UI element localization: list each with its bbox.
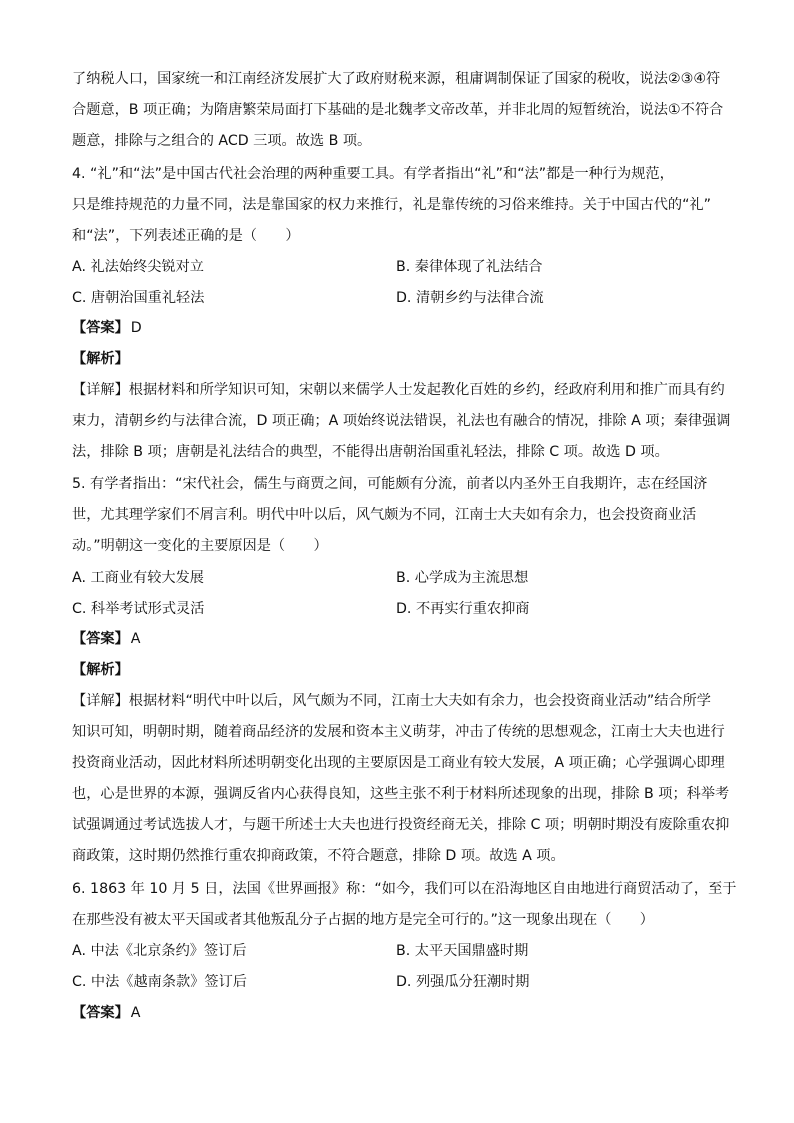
question-6-stem: 在那些没有被太平天国或者其他叛乱分子占据的地方是完全可行的。”这一现象出现在（ ） xyxy=(72,912,654,928)
q4-explanation: 【详解】根据材料和所学知识可知，宋朝以来儒学人士发起教化百姓的乡约，经政府利用和推广而具有约 xyxy=(72,382,725,398)
q6-option-b: B. 太平天国鼎盛时期 xyxy=(396,943,529,959)
q6-option-c: C. 中法《越南条款》签订后 xyxy=(72,974,247,990)
q5-answer xyxy=(72,629,732,649)
q6-option-d: D. 列强瓜分狂潮时期 xyxy=(396,974,530,990)
q5-explanation: 商政策，这时期仍然推行重农抑商政策，不符合题意，排除 D 项。故选 A 项。 xyxy=(72,848,565,864)
q5-explanation: 试强调通过考试选拔人才，与题干所述士大夫也进行投资经商无关，排除 C 项；明朝时期没有废除重农抑 xyxy=(72,817,730,833)
analysis-tag: 【解析】 xyxy=(72,351,129,367)
q4-analysis-tag xyxy=(72,349,732,369)
q5-option-c: C. 科举考试形式灵活 xyxy=(72,601,205,617)
q4-explanation: 束力，清朝乡约与法律合流，D 项正确；A 项始终说法错误，礼法也有融合的情况，排除 A 项；秦律强调 xyxy=(72,413,731,429)
answer-value: A xyxy=(130,631,141,647)
question-4-stem: 和“法”，下列表述正确的是（ ） xyxy=(72,228,300,244)
q5-analysis-tag xyxy=(72,660,732,680)
question-5-stem: 5. 有学者指出：“宋代社会，儒生与商贾之间，可能颇有分流，前者以内圣外王自我期许，志在经国济 xyxy=(72,476,708,492)
q4-answer xyxy=(72,318,732,338)
q4-option-c: C. 唐朝治国重礼轻法 xyxy=(72,290,205,306)
question-6-stem: 6. 1863 年 10 月 5 日，法国《世界画报》称：“如今，我们可以在沿海地区自由地进行商贸活动了，至于 xyxy=(72,881,737,897)
analysis-tag: 【解析】 xyxy=(72,662,129,678)
answer-tag: 【答案】 xyxy=(72,631,129,647)
q5-explanation: 也，心是世界的本源，强调反省内心获得良知，这些主张不利于材料所述现象的出现，排除 B 项；科举考 xyxy=(72,786,730,802)
answer-tag: 【答案】 xyxy=(72,320,129,336)
question-4-stem: 只是维持规范的力量不同，法是靠国家的权力来推行，礼是靠传统的习俗来维持。关于中国古代的“礼” xyxy=(72,197,711,213)
q4-option-b: B. 秦律体现了礼法结合 xyxy=(396,259,543,275)
question-4-stem: 4. “礼”和“法”是中国古代社会治理的两种重要工具。有学者指出“礼”和“法”都是一种行为规范， xyxy=(72,166,674,182)
text-line: 了纳税人口，国家统一和江南经济发展扩大了政府财税来源，租庸调制保证了国家的税收，说法②③④符 xyxy=(72,71,721,87)
q4-option-a: A. 礼法始终尖锐对立 xyxy=(72,259,204,275)
text-line: 题意，排除与之组合的 ACD 三项。故选 B 项。 xyxy=(72,133,372,149)
question-5-stem: 世，尤其理学家们不屑言利。明代中叶以后，风气颇为不同，江南士大夫如有余力，也会投资商业活 xyxy=(72,507,697,523)
q4-option-d: D. 清朝乡约与法律合流 xyxy=(396,290,544,306)
q6-answer xyxy=(72,1003,732,1023)
q6-option-a: A. 中法《北京条约》签订后 xyxy=(72,943,247,959)
answer-tag: 【答案】 xyxy=(72,1005,129,1021)
text-line: 合题意，B 项正确；为隋唐繁荣局面打下基础的是北魏孝文帝改革，并非北周的短暂统治，说法①不符合 xyxy=(72,102,724,118)
q5-explanation: 知识可知，明朝时期，随着商品经济的发展和资本主义萌芽，冲击了传统的思想观念，江南士大夫也进行 xyxy=(72,724,725,740)
question-5-stem: 动。”明朝这一变化的主要原因是（ ） xyxy=(72,538,328,554)
q5-option-b: B. 心学成为主流思想 xyxy=(396,570,529,586)
answer-value: D xyxy=(130,320,142,336)
q5-explanation: 投资商业活动，因此材料所述明朝变化出现的主要原因是工商业有较大发展，A 项正确；心学强调心即理 xyxy=(72,755,725,771)
q5-explanation: 【详解】根据材料“明代中叶以后，风气颇为不同，江南士大夫如有余力，也会投资商业活动”结合所学 xyxy=(72,693,711,709)
q5-option-d: D. 不再实行重农抑商 xyxy=(396,601,530,617)
q5-option-a: A. 工商业有较大发展 xyxy=(72,570,204,586)
q4-explanation: 法，排除 B 项；唐朝是礼法结合的典型，不能得出唐朝治国重礼轻法，排除 C 项。故选 D 项。 xyxy=(72,444,669,460)
answer-value: A xyxy=(130,1005,141,1021)
